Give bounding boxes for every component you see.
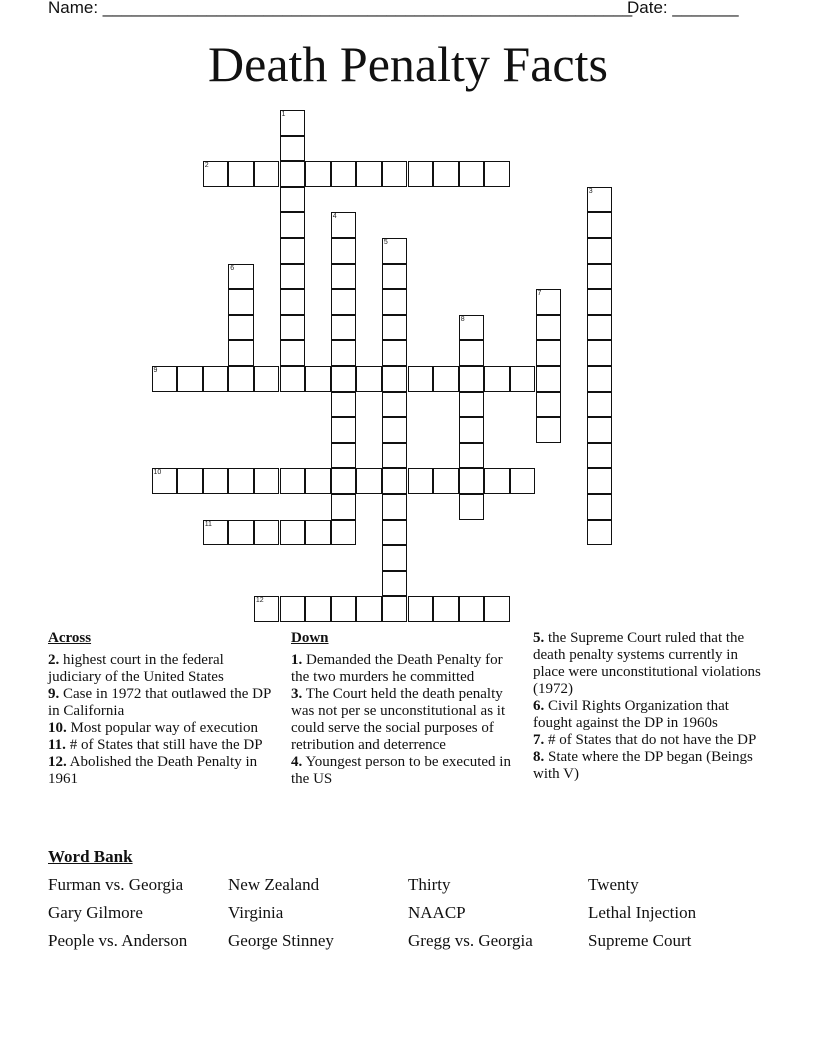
clue-text: # of States that do not have the DP (544, 732, 757, 748)
grid-cell[interactable] (536, 315, 562, 341)
grid-cell[interactable] (203, 161, 229, 187)
grid-cell[interactable] (408, 161, 434, 187)
grid-cell[interactable] (459, 392, 485, 418)
grid-cell[interactable] (433, 468, 459, 494)
clue-text: Civil Rights Organization that fought against the DP in 1960s (533, 698, 729, 731)
clue-number: 12 (255, 597, 264, 605)
grid-cell[interactable] (382, 315, 408, 341)
grid-cell[interactable] (587, 212, 613, 238)
grid-cell[interactable] (280, 289, 306, 315)
clue-number: 11 (204, 520, 212, 528)
grid-cell[interactable] (408, 596, 434, 622)
grid-cell[interactable] (228, 161, 254, 187)
word-bank-item: George Stinney (228, 931, 334, 950)
grid-cell[interactable] (587, 468, 613, 494)
grid-cell[interactable] (331, 315, 357, 341)
clue-number-label: 5. (533, 630, 545, 646)
grid-cell[interactable] (510, 468, 536, 494)
grid-cell[interactable] (382, 494, 408, 520)
word-bank-item: Furman vs. Georgia (48, 875, 184, 894)
grid-cell[interactable] (331, 392, 357, 418)
grid-cell[interactable] (331, 161, 357, 187)
grid-cell[interactable] (152, 468, 178, 494)
word-bank-item: People vs. Anderson (48, 931, 188, 950)
grid-cell[interactable] (382, 596, 408, 622)
grid-cell[interactable] (536, 340, 562, 366)
grid-cell[interactable] (280, 340, 306, 366)
clue-number: 2 (204, 162, 209, 170)
clue-number: 3 (588, 187, 593, 195)
across-clue-list (48, 652, 273, 788)
grid-cell[interactable] (587, 494, 613, 520)
grid-cell[interactable] (203, 520, 229, 546)
clue-item (48, 720, 273, 737)
grid-cell[interactable] (331, 212, 357, 238)
grid-cell[interactable] (433, 366, 459, 392)
clue-item (48, 737, 273, 754)
clue-text: Most popular way of execution (66, 720, 258, 736)
grid-cell[interactable] (382, 161, 408, 187)
grid-cell[interactable] (280, 238, 306, 264)
grid-cell[interactable] (510, 366, 536, 392)
grid-cell[interactable] (382, 417, 408, 443)
grid-cell[interactable] (331, 596, 357, 622)
grid-cell[interactable] (459, 494, 485, 520)
grid-cell[interactable] (382, 366, 408, 392)
grid-cell[interactable] (177, 468, 203, 494)
grid-cell[interactable] (152, 366, 178, 392)
clue-number-label: 10. (48, 720, 67, 736)
grid-cell[interactable] (228, 468, 254, 494)
grid-cell[interactable] (280, 136, 306, 162)
grid-cell[interactable] (331, 417, 357, 443)
grid-cell[interactable] (536, 366, 562, 392)
grid-cell[interactable] (203, 366, 229, 392)
clue-item (291, 652, 523, 686)
grid-cell[interactable] (331, 289, 357, 315)
clue-text: Demanded the Death Penalty for the two murders he committed (291, 652, 503, 685)
clue-text: Youngest person to be executed in the US (291, 754, 511, 787)
grid-cell[interactable] (382, 545, 408, 571)
grid-cell[interactable] (228, 289, 254, 315)
grid-cell[interactable] (587, 264, 613, 290)
grid-cell[interactable] (587, 238, 613, 264)
grid-cell[interactable] (228, 340, 254, 366)
grid-cell[interactable] (408, 366, 434, 392)
grid-cell[interactable] (459, 443, 485, 469)
clue-number: 1 (281, 111, 286, 118)
clue-text: State where the DP began (Beings with V) (533, 749, 753, 782)
clue-number: 7 (537, 290, 542, 298)
grid-cell[interactable] (587, 340, 613, 366)
date-field-label: Date: _______ (627, 0, 739, 17)
clue-number: 10 (153, 469, 162, 477)
grid-cell[interactable] (382, 238, 408, 264)
grid-cell[interactable] (356, 468, 382, 494)
word-bank-item: Gary Gilmore (48, 903, 143, 922)
grid-cell[interactable] (280, 520, 306, 546)
grid-cell[interactable] (280, 161, 306, 187)
grid-cell[interactable] (587, 417, 613, 443)
clue-item (291, 686, 523, 754)
down-clues (291, 630, 523, 788)
clue-number-label: 12. (48, 754, 67, 770)
grid-cell[interactable] (331, 238, 357, 264)
name-field-label: Name: ________________________________________________________ (48, 0, 633, 17)
clue-number-label: 1. (291, 652, 303, 668)
grid-cell[interactable] (408, 468, 434, 494)
clue-number: 6 (230, 264, 235, 272)
grid-cell[interactable] (280, 264, 306, 290)
grid-cell[interactable] (228, 366, 254, 392)
grid-cell[interactable] (280, 596, 306, 622)
clue-number-label: 6. (533, 698, 545, 714)
across-clues (48, 630, 273, 788)
clue-number-label: 7. (533, 732, 545, 748)
clue-item (48, 686, 273, 720)
grid-cell[interactable] (459, 417, 485, 443)
clue-item (533, 732, 768, 749)
clue-number-label: 8. (533, 749, 545, 765)
grid-cell[interactable] (587, 315, 613, 341)
clue-number-label: 11. (48, 737, 66, 753)
grid-cell[interactable] (203, 468, 229, 494)
grid-cell[interactable] (177, 366, 203, 392)
page-title: Death Penalty Facts (208, 36, 608, 92)
clue-number-label: 4. (291, 754, 303, 770)
clue-number: 5 (383, 239, 388, 246)
grid-cell[interactable] (356, 161, 382, 187)
grid-cell[interactable] (459, 340, 485, 366)
grid-cell[interactable] (459, 596, 485, 622)
grid-cell[interactable] (280, 366, 306, 392)
grid-cell[interactable] (382, 443, 408, 469)
grid-cell[interactable] (382, 392, 408, 418)
word-bank-item: Virginia (228, 903, 284, 922)
word-bank-item: New Zealand (228, 875, 320, 894)
clue-item (291, 754, 523, 788)
grid-cell[interactable] (331, 340, 357, 366)
grid-cell[interactable] (459, 315, 485, 341)
grid-cell[interactable] (305, 596, 331, 622)
down-clue-list-continued (533, 630, 768, 783)
clue-number-label: 3. (291, 686, 303, 702)
grid-cell[interactable] (356, 596, 382, 622)
word-bank-item: Supreme Court (588, 931, 692, 950)
clue-item (533, 630, 768, 698)
clue-number: 9 (153, 367, 158, 374)
grid-cell[interactable] (331, 468, 357, 494)
grid-cell[interactable] (280, 187, 306, 213)
grid-cell[interactable] (382, 571, 408, 597)
grid-cell[interactable] (484, 468, 510, 494)
grid-cell[interactable] (433, 596, 459, 622)
word-bank-title: Word Bank (48, 847, 133, 866)
grid-cell[interactable] (305, 468, 331, 494)
down-clue-list (291, 652, 523, 788)
clue-number-label: 2. (48, 652, 60, 668)
clue-text: The Court held the death penalty was not per se unconstitutional as it could serve the social purposes of retribution and deterrence (291, 686, 506, 753)
grid-cell[interactable] (228, 264, 254, 290)
grid-cell[interactable] (254, 468, 280, 494)
grid-cell[interactable] (280, 110, 306, 136)
grid-cell[interactable] (382, 264, 408, 290)
word-bank-item: NAACP (408, 903, 466, 922)
clue-number: 8 (460, 315, 465, 323)
clue-text: Abolished the Death Penalty in 1961 (48, 754, 258, 787)
clue-text: the Supreme Court ruled that the death penalty systems currently in place were unconstitutional violations (1972) (533, 630, 761, 697)
grid-cell[interactable] (587, 366, 613, 392)
word-bank-item: Twenty (588, 875, 639, 894)
grid-cell[interactable] (280, 315, 306, 341)
grid-cell[interactable] (459, 366, 485, 392)
grid-cell[interactable] (331, 520, 357, 546)
grid-cell[interactable] (382, 520, 408, 546)
clue-item (533, 698, 768, 732)
grid-cell[interactable] (587, 443, 613, 469)
grid-cell[interactable] (305, 366, 331, 392)
clue-number-label: 9. (48, 686, 60, 702)
word-bank-item: Thirty (408, 875, 451, 894)
grid-cell[interactable] (484, 366, 510, 392)
grid-cell[interactable] (587, 520, 613, 546)
grid-cell[interactable] (433, 161, 459, 187)
grid-cell[interactable] (280, 468, 306, 494)
down-heading: Down (291, 630, 329, 646)
grid-cell[interactable] (331, 264, 357, 290)
grid-cell[interactable] (587, 289, 613, 315)
grid-cell[interactable] (228, 520, 254, 546)
clue-item (48, 652, 273, 686)
grid-cell[interactable] (305, 520, 331, 546)
grid-cell[interactable] (484, 161, 510, 187)
clue-number: 4 (332, 213, 337, 221)
word-bank-item: Gregg vs. Georgia (408, 931, 533, 950)
grid-cell[interactable] (254, 596, 280, 622)
grid-cell[interactable] (382, 468, 408, 494)
grid-cell[interactable] (382, 340, 408, 366)
grid-cell[interactable] (331, 494, 357, 520)
grid-cell[interactable] (254, 366, 280, 392)
across-heading: Across (48, 630, 92, 646)
grid-cell[interactable] (536, 289, 562, 315)
grid-cell[interactable] (305, 161, 331, 187)
grid-cell[interactable] (331, 366, 357, 392)
grid-cell[interactable] (254, 161, 280, 187)
clue-text: # of States that still have the DP (65, 737, 263, 753)
down-clues-continued (533, 630, 768, 783)
grid-cell[interactable] (587, 187, 613, 213)
grid-cell[interactable] (228, 315, 254, 341)
grid-cell[interactable] (536, 392, 562, 418)
grid-cell[interactable] (382, 289, 408, 315)
grid-cell[interactable] (331, 443, 357, 469)
grid-cell[interactable] (356, 366, 382, 392)
grid-cell[interactable] (459, 161, 485, 187)
clue-text: highest court in the federal judiciary of the United States (48, 652, 224, 685)
grid-cell[interactable] (587, 392, 613, 418)
grid-cell[interactable] (280, 212, 306, 238)
grid-cell[interactable] (459, 468, 485, 494)
clue-item (533, 749, 768, 783)
grid-cell[interactable] (536, 417, 562, 443)
grid-cell[interactable] (254, 520, 280, 546)
grid-cell[interactable] (484, 596, 510, 622)
word-bank-item: Lethal Injection (588, 903, 697, 922)
clue-item (48, 754, 273, 788)
clue-text: Case in 1972 that outlawed the DP in California (48, 686, 271, 719)
